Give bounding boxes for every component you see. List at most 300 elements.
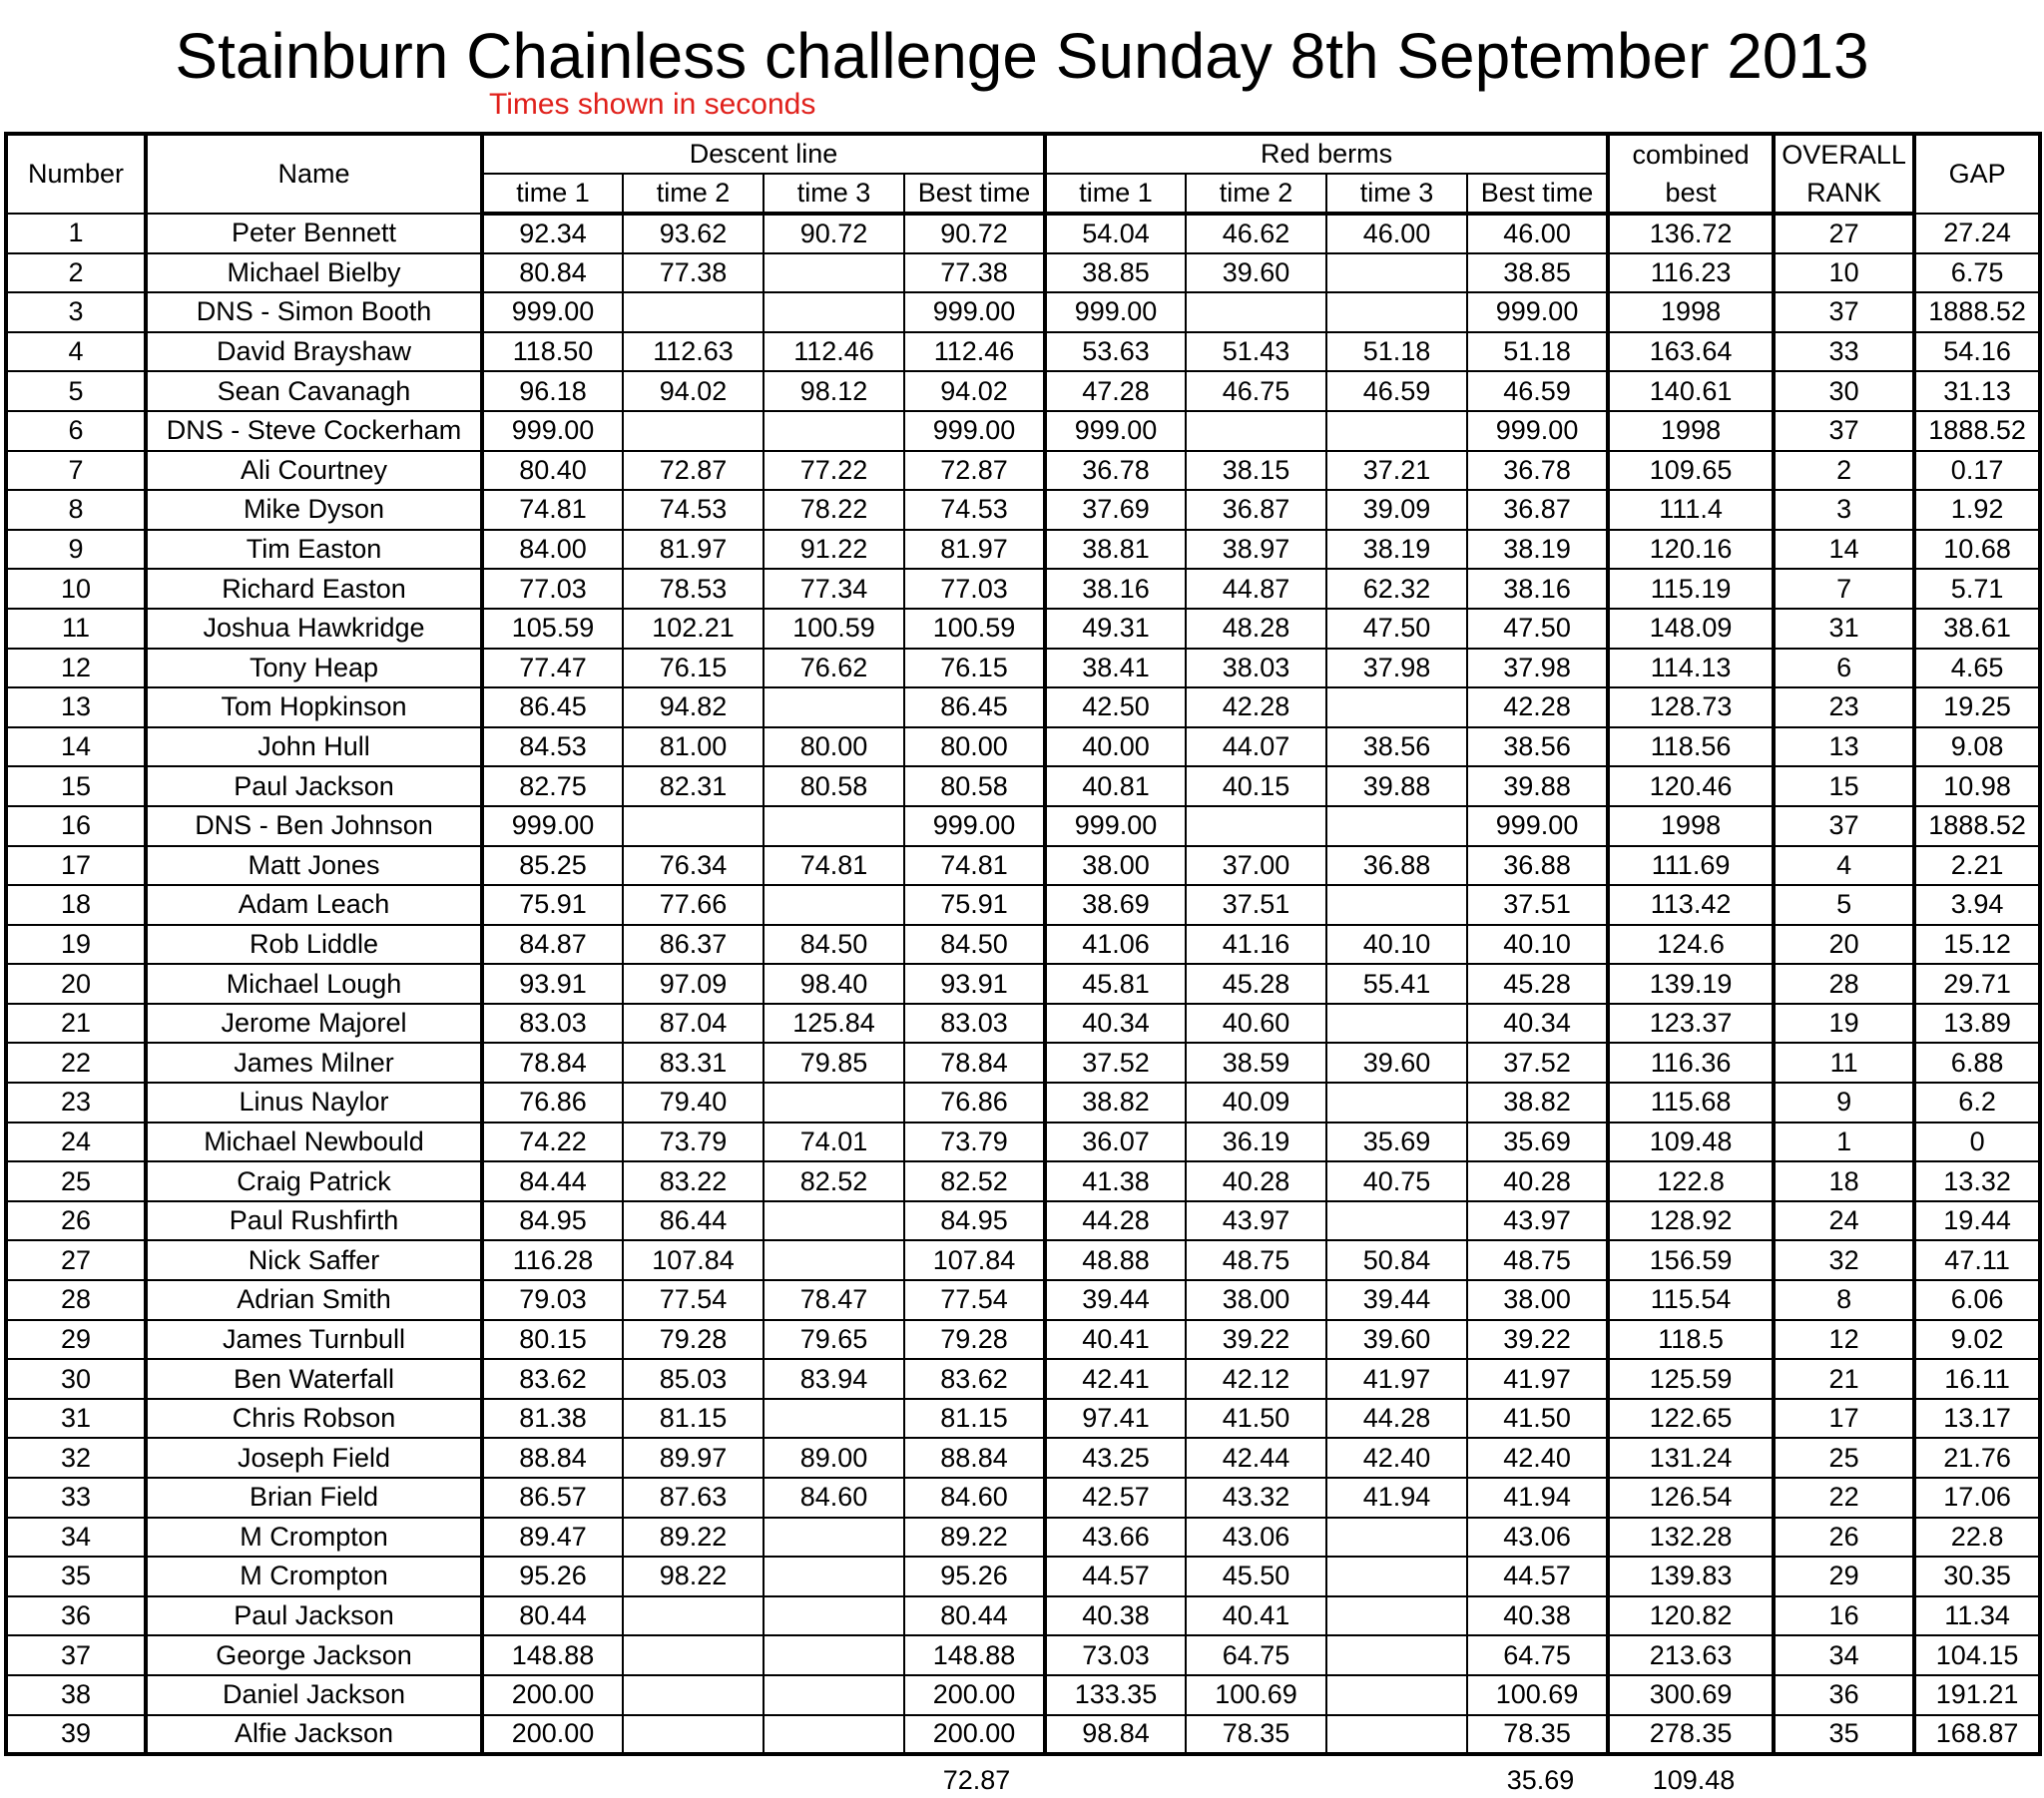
header-red-best: Best time [1467,174,1608,214]
cell-descent-time1: 84.44 [482,1161,623,1201]
cell-combined-best: 115.68 [1608,1083,1774,1123]
cell-red-best: 38.16 [1467,569,1608,609]
cell-combined-best: 109.48 [1608,1123,1774,1162]
cell-red-best: 37.51 [1467,885,1608,925]
cell-descent-time2: 78.53 [623,569,764,609]
cell-red-time1: 40.00 [1045,727,1186,767]
cell-red-best: 36.88 [1467,846,1608,886]
cell-descent-time2: 107.84 [623,1240,764,1280]
cell-descent-time1: 85.25 [482,846,623,886]
cell-red-time1: 42.50 [1045,687,1186,727]
cell-number: 24 [6,1123,146,1162]
cell-descent-best: 80.58 [904,766,1045,806]
cell-overall-rank: 18 [1774,1161,1914,1201]
cell-descent-time1: 999.00 [482,806,623,846]
cell-combined-best: 132.28 [1608,1518,1774,1558]
cell-number: 31 [6,1399,146,1439]
cell-descent-time1: 84.00 [482,530,623,570]
cell-descent-time1: 92.34 [482,214,623,253]
cell-descent-time2: 97.09 [623,964,764,1004]
cell-red-time2: 40.28 [1186,1161,1326,1201]
header-red-time2: time 2 [1186,174,1326,214]
header-number: Number [6,134,146,214]
cell-name: Michael Lough [146,964,482,1004]
cell-descent-time3 [764,885,904,925]
cell-red-time1: 98.84 [1045,1715,1186,1755]
cell-descent-time2 [623,1675,764,1715]
cell-descent-time2: 81.00 [623,727,764,767]
cell-gap: 27.24 [1914,214,2040,253]
cell-red-time3: 38.56 [1326,727,1467,767]
cell-red-time2: 44.07 [1186,727,1326,767]
cell-red-time3 [1326,1715,1467,1755]
cell-overall-rank: 9 [1774,1083,1914,1123]
cell-red-best: 47.50 [1467,609,1608,649]
cell-red-best: 41.97 [1467,1359,1608,1399]
cell-combined-best: 122.65 [1608,1399,1774,1439]
cell-descent-time2: 86.44 [623,1201,764,1241]
cell-number: 13 [6,687,146,727]
cell-red-time3: 42.40 [1326,1438,1467,1478]
cell-gap: 191.21 [1914,1675,2040,1715]
cell-descent-time2 [623,1596,764,1636]
cell-red-time3: 41.97 [1326,1359,1467,1399]
cell-descent-time2: 94.82 [623,687,764,727]
cell-red-time1: 44.28 [1045,1201,1186,1241]
cell-descent-time3 [764,411,904,451]
cell-red-time3 [1326,1004,1467,1044]
cell-overall-rank: 25 [1774,1438,1914,1478]
cell-overall-rank: 16 [1774,1596,1914,1636]
header-red-time3: time 3 [1326,174,1467,214]
cell-red-time1: 41.06 [1045,925,1186,965]
cell-red-time1: 37.52 [1045,1043,1186,1083]
cell-red-time1: 38.41 [1045,649,1186,688]
cell-red-time1: 999.00 [1045,292,1186,332]
cell-descent-best: 81.15 [904,1399,1045,1439]
cell-red-time3: 47.50 [1326,609,1467,649]
cell-name: DNS - Ben Johnson [146,806,482,846]
cell-combined-best: 118.56 [1608,727,1774,767]
cell-descent-time1: 86.45 [482,687,623,727]
header-red-time1: time 1 [1045,174,1186,214]
cell-overall-rank: 13 [1774,727,1914,767]
cell-combined-best: 128.73 [1608,687,1774,727]
table-row [6,1043,2040,1083]
cell-red-best: 42.28 [1467,687,1608,727]
cell-gap: 104.15 [1914,1635,2040,1675]
header-descent-time3: time 3 [764,174,904,214]
cell-name: Matt Jones [146,846,482,886]
header-descent-time1: time 1 [482,174,623,214]
cell-red-time2: 43.97 [1186,1201,1326,1241]
cell-red-time2: 38.59 [1186,1043,1326,1083]
cell-descent-time1: 84.95 [482,1201,623,1241]
header-overall-rank: RANK [1774,174,1914,214]
cell-gap: 29.71 [1914,964,2040,1004]
cell-red-best: 37.52 [1467,1043,1608,1083]
cell-descent-time2: 81.15 [623,1399,764,1439]
cell-descent-best: 77.38 [904,253,1045,293]
cell-red-time1: 999.00 [1045,411,1186,451]
cell-number: 38 [6,1675,146,1715]
cell-red-time2: 41.50 [1186,1399,1326,1439]
cell-red-time2: 100.69 [1186,1675,1326,1715]
cell-overall-rank: 26 [1774,1518,1914,1558]
cell-descent-time2: 83.31 [623,1043,764,1083]
cell-descent-time3: 78.47 [764,1280,904,1320]
cell-red-time2 [1186,411,1326,451]
cell-descent-time2: 89.22 [623,1518,764,1558]
cell-red-time2: 48.75 [1186,1240,1326,1280]
cell-descent-time2: 77.66 [623,885,764,925]
cell-overall-rank: 20 [1774,925,1914,965]
cell-descent-time3: 100.59 [764,609,904,649]
cell-red-time3: 39.60 [1326,1043,1467,1083]
cell-red-time3 [1326,1675,1467,1715]
header-descent-time2: time 2 [623,174,764,214]
cell-gap: 10.68 [1914,530,2040,570]
cell-descent-time1: 83.03 [482,1004,623,1044]
cell-overall-rank: 31 [1774,609,1914,649]
cell-red-time3 [1326,806,1467,846]
cell-red-best: 78.35 [1467,1715,1608,1755]
cell-combined-best: 163.64 [1608,332,1774,372]
cell-gap: 22.8 [1914,1518,2040,1558]
cell-red-time3 [1326,885,1467,925]
cell-name: Nick Saffer [146,1240,482,1280]
cell-red-time1: 40.81 [1045,766,1186,806]
cell-overall-rank: 8 [1774,1280,1914,1320]
cell-gap: 0 [1914,1123,2040,1162]
cell-red-time3: 37.21 [1326,451,1467,491]
cell-overall-rank: 1 [1774,1123,1914,1162]
cell-number: 14 [6,727,146,767]
cell-name: John Hull [146,727,482,767]
cell-red-time1: 53.63 [1045,332,1186,372]
cell-red-best: 44.57 [1467,1557,1608,1596]
cell-descent-best: 77.03 [904,569,1045,609]
cell-number: 39 [6,1715,146,1755]
cell-red-time1: 999.00 [1045,806,1186,846]
cell-number: 11 [6,609,146,649]
table-row [6,1161,2040,1201]
cell-descent-best: 74.81 [904,846,1045,886]
cell-red-time3: 55.41 [1326,964,1467,1004]
cell-descent-time3: 76.62 [764,649,904,688]
cell-red-time3: 41.94 [1326,1478,1467,1518]
total-combined-best: 109.48 [1652,1765,1736,1795]
cell-descent-time3: 91.22 [764,530,904,570]
cell-descent-time1: 77.03 [482,569,623,609]
cell-red-time3 [1326,1557,1467,1596]
cell-name: Michael Newbould [146,1123,482,1162]
table-row [6,1557,2040,1596]
cell-red-time3: 44.28 [1326,1399,1467,1439]
cell-descent-best: 83.62 [904,1359,1045,1399]
cell-overall-rank: 22 [1774,1478,1914,1518]
cell-red-time1: 73.03 [1045,1635,1186,1675]
cell-descent-time1: 79.03 [482,1280,623,1320]
cell-gap: 13.32 [1914,1161,2040,1201]
cell-combined-best: 115.19 [1608,569,1774,609]
cell-descent-best: 84.50 [904,925,1045,965]
cell-red-best: 39.22 [1467,1320,1608,1360]
cell-red-time1: 38.81 [1045,530,1186,570]
cell-red-time2: 42.12 [1186,1359,1326,1399]
cell-number: 20 [6,964,146,1004]
table-row [6,1123,2040,1162]
cell-descent-best: 148.88 [904,1635,1045,1675]
cell-red-time2: 43.32 [1186,1478,1326,1518]
cell-descent-time1: 80.40 [482,451,623,491]
table-row [6,1438,2040,1478]
cell-red-best: 38.82 [1467,1083,1608,1123]
cell-overall-rank: 21 [1774,1359,1914,1399]
cell-number: 12 [6,649,146,688]
cell-combined-best: 125.59 [1608,1359,1774,1399]
cell-red-time3: 39.60 [1326,1320,1467,1360]
cell-descent-time3 [764,1557,904,1596]
cell-red-time1: 39.44 [1045,1280,1186,1320]
cell-red-time2: 45.50 [1186,1557,1326,1596]
cell-red-time1: 133.35 [1045,1675,1186,1715]
cell-overall-rank: 6 [1774,649,1914,688]
cell-name: Daniel Jackson [146,1675,482,1715]
cell-red-best: 37.98 [1467,649,1608,688]
cell-descent-best: 83.03 [904,1004,1045,1044]
cell-descent-best: 107.84 [904,1240,1045,1280]
header-descent-line: Descent line [482,134,1045,174]
table-row [6,1359,2040,1399]
cell-descent-time2: 98.22 [623,1557,764,1596]
cell-combined-best: 300.69 [1608,1675,1774,1715]
cell-gap: 16.11 [1914,1359,2040,1399]
cell-descent-time1: 999.00 [482,292,623,332]
cell-overall-rank: 32 [1774,1240,1914,1280]
cell-red-best: 39.88 [1467,766,1608,806]
cell-red-time2: 39.22 [1186,1320,1326,1360]
table-row [6,885,2040,925]
cell-descent-best: 76.15 [904,649,1045,688]
cell-red-time3: 40.10 [1326,925,1467,965]
cell-descent-time1: 80.44 [482,1596,623,1636]
cell-gap: 13.17 [1914,1399,2040,1439]
cell-descent-time3: 74.01 [764,1123,904,1162]
cell-name: Adam Leach [146,885,482,925]
cell-descent-time1: 148.88 [482,1635,623,1675]
cell-descent-best: 80.00 [904,727,1045,767]
cell-red-time3 [1326,292,1467,332]
cell-name: Craig Patrick [146,1161,482,1201]
cell-red-time3 [1326,1596,1467,1636]
cell-red-best: 46.59 [1467,371,1608,411]
table-row [6,1320,2040,1360]
cell-red-best: 999.00 [1467,292,1608,332]
cell-red-time2: 45.28 [1186,964,1326,1004]
total-red-best: 35.69 [1506,1765,1575,1795]
cell-name: Paul Rushfirth [146,1201,482,1241]
cell-descent-best: 999.00 [904,806,1045,846]
cell-gap: 10.98 [1914,766,2040,806]
cell-descent-time2: 112.63 [623,332,764,372]
cell-combined-best: 120.82 [1608,1596,1774,1636]
cell-descent-time3 [764,1518,904,1558]
cell-red-time2: 51.43 [1186,332,1326,372]
cell-red-best: 41.50 [1467,1399,1608,1439]
cell-name: Ali Courtney [146,451,482,491]
cell-name: Alfie Jackson [146,1715,482,1755]
table-row [6,766,2040,806]
cell-red-time1: 37.69 [1045,490,1186,530]
cell-combined-best: 122.8 [1608,1161,1774,1201]
cell-descent-best: 74.53 [904,490,1045,530]
cell-combined-best: 111.4 [1608,490,1774,530]
cell-red-time1: 38.82 [1045,1083,1186,1123]
cell-number: 21 [6,1004,146,1044]
cell-name: Jerome Majorel [146,1004,482,1044]
cell-gap: 15.12 [1914,925,2040,965]
cell-red-time3 [1326,1083,1467,1123]
cell-red-best: 999.00 [1467,411,1608,451]
cell-overall-rank: 12 [1774,1320,1914,1360]
cell-descent-time1: 95.26 [482,1557,623,1596]
cell-descent-time1: 116.28 [482,1240,623,1280]
table-row [6,1596,2040,1636]
cell-gap: 6.06 [1914,1280,2040,1320]
cell-name: David Brayshaw [146,332,482,372]
cell-overall-rank: 17 [1774,1399,1914,1439]
cell-combined-best: 120.46 [1608,766,1774,806]
cell-number: 26 [6,1201,146,1241]
cell-red-time2: 48.28 [1186,609,1326,649]
cell-descent-best: 999.00 [904,292,1045,332]
cell-red-time2 [1186,292,1326,332]
cell-descent-time1: 118.50 [482,332,623,372]
table-row [6,451,2040,491]
cell-gap: 38.61 [1914,609,2040,649]
cell-gap: 4.65 [1914,649,2040,688]
cell-descent-time2: 82.31 [623,766,764,806]
cell-descent-time3: 80.58 [764,766,904,806]
cell-descent-time1: 82.75 [482,766,623,806]
cell-name: Richard Easton [146,569,482,609]
cell-descent-time3: 79.85 [764,1043,904,1083]
cell-combined-best: 1998 [1608,806,1774,846]
cell-descent-time1: 75.91 [482,885,623,925]
cell-combined-best: 116.23 [1608,253,1774,293]
cell-red-time1: 48.88 [1045,1240,1186,1280]
cell-descent-best: 94.02 [904,371,1045,411]
cell-overall-rank: 11 [1774,1043,1914,1083]
cell-overall-rank: 37 [1774,411,1914,451]
cell-combined-best: 1998 [1608,411,1774,451]
cell-descent-time3: 112.46 [764,332,904,372]
cell-combined-best: 131.24 [1608,1438,1774,1478]
cell-combined-best: 156.59 [1608,1240,1774,1280]
cell-descent-time2: 77.38 [623,253,764,293]
table-row [6,1004,2040,1044]
cell-red-time1: 49.31 [1045,609,1186,649]
cell-number: 23 [6,1083,146,1123]
cell-descent-time2: 85.03 [623,1359,764,1399]
cell-red-time2: 39.60 [1186,253,1326,293]
cell-overall-rank: 2 [1774,451,1914,491]
table-row [6,964,2040,1004]
cell-number: 32 [6,1438,146,1478]
header-red-berms: Red berms [1045,134,1608,174]
cell-descent-time3 [764,1715,904,1755]
table-row [6,292,2040,332]
cell-red-best: 40.28 [1467,1161,1608,1201]
cell-overall-rank: 30 [1774,371,1914,411]
cell-gap: 13.89 [1914,1004,2040,1044]
cell-number: 4 [6,332,146,372]
cell-red-best: 40.10 [1467,925,1608,965]
cell-red-time1: 47.28 [1045,371,1186,411]
cell-descent-best: 112.46 [904,332,1045,372]
cell-descent-time3: 77.22 [764,451,904,491]
cell-red-best: 35.69 [1467,1123,1608,1162]
cell-red-time1: 38.16 [1045,569,1186,609]
cell-gap: 30.35 [1914,1557,2040,1596]
table-row [6,925,2040,965]
cell-number: 29 [6,1320,146,1360]
cell-gap: 168.87 [1914,1715,2040,1755]
cell-red-time2: 41.16 [1186,925,1326,965]
cell-red-time2: 43.06 [1186,1518,1326,1558]
cell-number: 25 [6,1161,146,1201]
cell-gap: 1888.52 [1914,292,2040,332]
cell-descent-time3: 80.00 [764,727,904,767]
cell-red-time3: 39.88 [1326,766,1467,806]
cell-descent-best: 86.45 [904,687,1045,727]
cell-combined-best: 139.19 [1608,964,1774,1004]
cell-red-best: 38.19 [1467,530,1608,570]
cell-red-best: 46.00 [1467,214,1608,253]
cell-gap: 2.21 [1914,846,2040,886]
cell-red-time2: 46.75 [1186,371,1326,411]
cell-name: Chris Robson [146,1399,482,1439]
cell-red-time3 [1326,687,1467,727]
cell-red-best: 36.87 [1467,490,1608,530]
cell-number: 28 [6,1280,146,1320]
cell-descent-best: 78.84 [904,1043,1045,1083]
cell-descent-time2: 77.54 [623,1280,764,1320]
cell-number: 35 [6,1557,146,1596]
cell-descent-best: 80.44 [904,1596,1045,1636]
cell-descent-time2 [623,292,764,332]
cell-red-time1: 43.25 [1045,1438,1186,1478]
cell-descent-time2: 89.97 [623,1438,764,1478]
cell-descent-time2: 79.40 [623,1083,764,1123]
cell-combined-best: 109.65 [1608,451,1774,491]
cell-name: Tony Heap [146,649,482,688]
cell-red-time1: 40.34 [1045,1004,1186,1044]
cell-gap: 11.34 [1914,1596,2040,1636]
cell-red-time2: 64.75 [1186,1635,1326,1675]
cell-gap: 47.11 [1914,1240,2040,1280]
cell-number: 33 [6,1478,146,1518]
cell-red-time2: 38.00 [1186,1280,1326,1320]
cell-number: 22 [6,1043,146,1083]
cell-gap: 0.17 [1914,451,2040,491]
cell-name: James Milner [146,1043,482,1083]
cell-red-time3: 39.44 [1326,1280,1467,1320]
table-row [6,1518,2040,1558]
cell-number: 10 [6,569,146,609]
cell-red-best: 40.38 [1467,1596,1608,1636]
